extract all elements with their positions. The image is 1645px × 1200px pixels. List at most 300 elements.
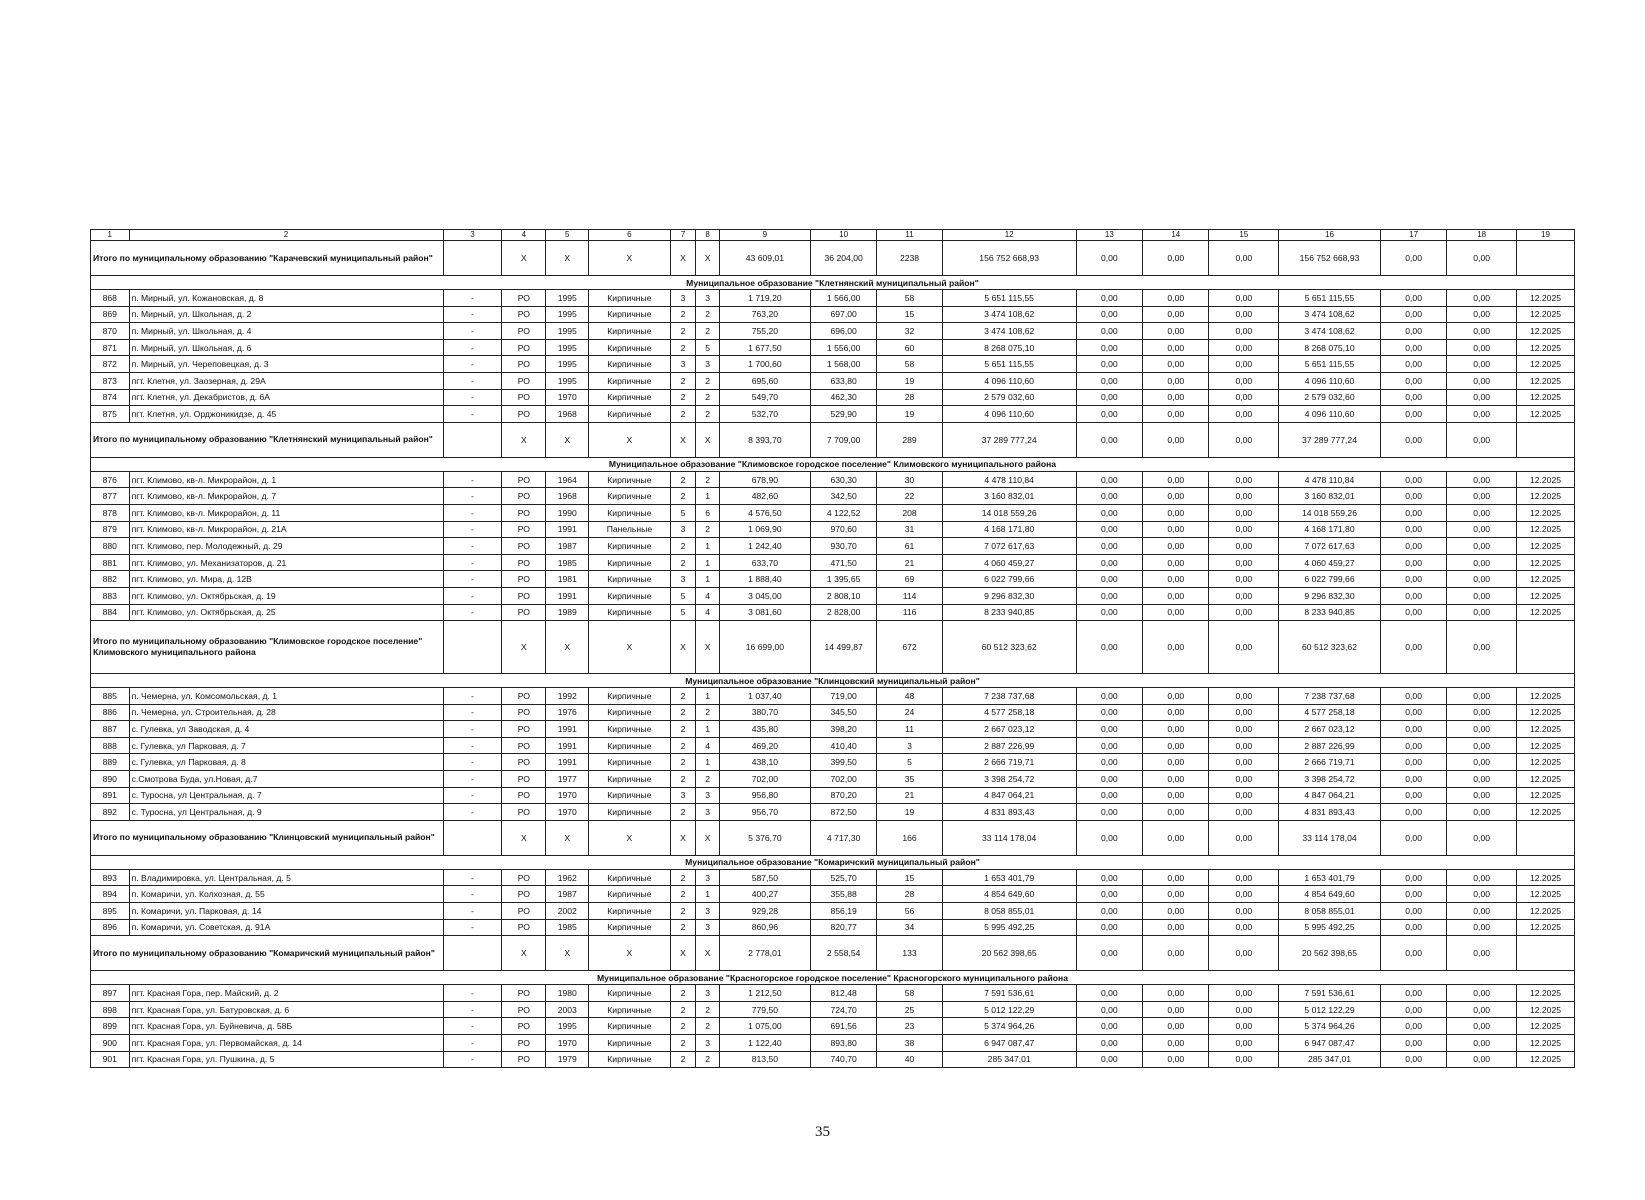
subtotal-cell: X [502,820,546,855]
subtotal-cell: X [696,820,720,855]
table-cell: 0,00 [1209,604,1279,621]
table-cell: 12.2025 [1516,1035,1574,1052]
address-cell: пгт. Красная Гора, пер. Майский, д. 2 [129,985,443,1002]
table-cell: Кирпичные [589,787,670,804]
table-cell: - [443,787,502,804]
table-cell: 355,88 [810,886,876,903]
table-row [91,688,1575,705]
table-cell: 0,00 [1209,869,1279,886]
table-cell: 0,00 [1209,372,1279,389]
table-cell: 9 296 832,30 [942,587,1076,604]
table-cell: 5 [670,504,696,521]
table-cell: 0,00 [1143,721,1209,738]
table-cell: РО [502,1051,546,1068]
address-cell: с. Туросна, ул Центральная, д. 9 [129,804,443,821]
table-cell: 2 [670,771,696,788]
table-cell: 812,48 [810,985,876,1002]
subtotal-cell: X [546,936,589,971]
table-cell: 0,00 [1143,886,1209,903]
table-cell: 2 887 226,99 [942,737,1076,754]
table-cell: 0,00 [1076,306,1142,323]
table-cell: - [443,521,502,538]
table-cell: 894 [91,886,130,903]
table-cell: - [443,869,502,886]
subtotal-cell: 0,00 [1447,936,1517,971]
table-cell: 0,00 [1143,471,1209,488]
table-cell: Кирпичные [589,356,670,373]
table-cell: 5 995 492,25 [1279,919,1381,936]
subtotal-cell [443,621,502,674]
table-cell: 22 [877,488,942,505]
table-cell: 0,00 [1447,1051,1517,1068]
table-cell: Кирпичные [589,471,670,488]
table-cell: 12.2025 [1516,721,1574,738]
table-cell: 0,00 [1076,471,1142,488]
table-cell: Кирпичные [589,869,670,886]
subtotal-cell: 0,00 [1447,422,1517,457]
table-cell: 0,00 [1076,389,1142,406]
column-number: 15 [1209,230,1279,241]
table-cell: 0,00 [1209,771,1279,788]
table-cell: 0,00 [1076,323,1142,340]
subtotal-cell [443,422,502,457]
table-cell: 19 [877,804,942,821]
table-row [91,1035,1575,1052]
table-cell: 2 [696,471,720,488]
table-cell: 0,00 [1076,869,1142,886]
table-row [91,504,1575,521]
housing-register-table [90,229,1575,1068]
column-number: 6 [589,230,670,241]
table-cell: 3 045,00 [719,587,810,604]
table-cell: 1981 [546,571,589,588]
table-cell: 1990 [546,504,589,521]
table-cell: Кирпичные [589,1051,670,1068]
table-cell: 2 [670,1051,696,1068]
address-cell: пгт. Климово, кв-л. Микрорайон, д. 21А [129,521,443,538]
table-cell: 38 [877,1035,942,1052]
table-cell: 2 [696,1018,720,1035]
table-cell: 0,00 [1447,587,1517,604]
address-cell: п. Чемерна, ул. Строительная, д. 28 [129,704,443,721]
address-cell: пгт. Клетня, ул. Заозерная, д. 29А [129,372,443,389]
table-cell: 12.2025 [1516,554,1574,571]
address-cell: пгт. Красная Гора, ул. Первомайская, д. 14 [129,1035,443,1052]
address-cell: п. Мирный, ул. Череповецкая, д. 3 [129,356,443,373]
table-cell: 0,00 [1076,771,1142,788]
subtotal-cell: 166 [877,820,942,855]
subtotal-cell: 5 376,70 [719,820,810,855]
table-cell: 2 [670,323,696,340]
table-cell: 0,00 [1076,985,1142,1002]
table-cell: Кирпичные [589,339,670,356]
table-cell: 12.2025 [1516,372,1574,389]
table-cell: 12.2025 [1516,869,1574,886]
table-cell: 6 022 799,66 [1279,571,1381,588]
table-cell: 4 577 258,18 [942,704,1076,721]
table-cell: 0,00 [1076,886,1142,903]
table-cell: 691,56 [810,1018,876,1035]
table-cell: 633,80 [810,372,876,389]
table-cell: Кирпичные [589,771,670,788]
column-number: 1 [91,230,130,241]
table-cell: 0,00 [1076,406,1142,423]
table-cell: 4 096 110,60 [1279,406,1381,423]
table-cell: 702,00 [719,771,810,788]
table-cell: 779,50 [719,1001,810,1018]
table-cell: 12.2025 [1516,886,1574,903]
table-cell: 1 [696,721,720,738]
table-cell: 0,00 [1076,290,1142,307]
table-cell: 2003 [546,1001,589,1018]
table-cell: 1 242,40 [719,538,810,555]
subtotal-cell: 289 [877,422,942,457]
table-cell: 12.2025 [1516,1018,1574,1035]
table-cell: - [443,886,502,903]
table-cell: 1980 [546,985,589,1002]
subtotal-cell [1516,936,1574,971]
address-cell: пгт. Красная Гора, ул. Пушкина, д. 5 [129,1051,443,1068]
table-row [91,754,1575,771]
table-cell: 15 [877,869,942,886]
subtotal-label: Итого по муниципальному образованию "Комаричский муниципальный район" [91,936,444,971]
table-cell: 870 [91,323,130,340]
table-cell: 3 160 832,01 [942,488,1076,505]
subtotal-cell: 0,00 [1447,621,1517,674]
address-cell: пгт. Клетня, ул. Декабристов, д. 6А [129,389,443,406]
table-cell: 896 [91,919,130,936]
table-cell: 438,10 [719,754,810,771]
table-cell: 2 [696,406,720,423]
table-cell: 12.2025 [1516,1051,1574,1068]
table-cell: 31 [877,521,942,538]
table-cell: 0,00 [1447,985,1517,1002]
table-cell: 48 [877,688,942,705]
table-cell: 4 060 459,27 [942,554,1076,571]
table-cell: 6 [696,504,720,521]
table-cell: 2 [670,389,696,406]
table-cell: 869 [91,306,130,323]
table-cell: 2002 [546,903,589,920]
table-cell: РО [502,587,546,604]
table-cell: 5 995 492,25 [942,919,1076,936]
table-cell: 12.2025 [1516,571,1574,588]
table-cell: 2 [670,1018,696,1035]
table-cell: 1 653 401,79 [942,869,1076,886]
table-cell: 1 395,65 [810,571,876,588]
table-cell: 820,77 [810,919,876,936]
table-cell: - [443,1018,502,1035]
table-cell: РО [502,886,546,903]
table-cell: 482,60 [719,488,810,505]
table-cell: 1995 [546,372,589,389]
table-cell: 0,00 [1447,488,1517,505]
table-cell: Кирпичные [589,903,670,920]
table-cell: 58 [877,356,942,373]
table-cell: 114 [877,587,942,604]
table-cell: 891 [91,787,130,804]
table-cell: - [443,323,502,340]
address-cell: с. Гулевка, ул Парковая, д. 7 [129,737,443,754]
table-cell: 630,30 [810,471,876,488]
table-cell: 2 [670,306,696,323]
table-cell: 4 847 064,21 [942,787,1076,804]
table-cell: 5 651 115,55 [1279,356,1381,373]
table-cell: 897 [91,985,130,1002]
address-cell: п. Мирный, ул. Кожановская, д. 8 [129,290,443,307]
table-cell: 400,27 [719,886,810,903]
table-cell: 0,00 [1209,1035,1279,1052]
table-cell: 0,00 [1380,1018,1446,1035]
table-row [91,587,1575,604]
table-cell: 435,80 [719,721,810,738]
subtotal-label: Итого по муниципальному образованию "Клинцовский муниципальный район" [91,820,444,855]
table-cell: 462,30 [810,389,876,406]
table-cell: 0,00 [1447,406,1517,423]
table-cell: 3 [670,787,696,804]
table-cell: 30 [877,471,942,488]
table-cell: 0,00 [1076,804,1142,821]
subtotal-cell: X [502,936,546,971]
table-cell: 0,00 [1380,554,1446,571]
address-cell: с.Смотрова Буда, ул.Новая, д.7 [129,771,443,788]
subtotal-cell: X [696,241,720,276]
table-cell: 0,00 [1380,737,1446,754]
table-cell: 9 296 832,30 [1279,587,1381,604]
table-cell: 4 122,52 [810,504,876,521]
table-cell: 0,00 [1076,1035,1142,1052]
table-cell: 0,00 [1209,985,1279,1002]
table-cell: 12.2025 [1516,290,1574,307]
table-cell: 2 579 032,60 [1279,389,1381,406]
table-cell: - [443,1051,502,1068]
table-cell: РО [502,721,546,738]
table-cell: 870,20 [810,787,876,804]
table-cell: РО [502,919,546,936]
table-cell: 883 [91,587,130,604]
table-cell: 3 [670,356,696,373]
table-cell: 901 [91,1051,130,1068]
table-cell: 1991 [546,521,589,538]
table-cell: 872,50 [810,804,876,821]
table-cell: 3 474 108,62 [1279,323,1381,340]
table-cell: 587,50 [719,869,810,886]
table-cell: 35 [877,771,942,788]
table-cell: 12.2025 [1516,704,1574,721]
table-cell: 25 [877,1001,942,1018]
table-cell: 2 [696,306,720,323]
subtotal-cell: X [546,621,589,674]
table-cell: 12.2025 [1516,521,1574,538]
table-cell: Кирпичные [589,886,670,903]
table-cell: 0,00 [1380,356,1446,373]
table-cell: 4 478 110,84 [942,471,1076,488]
subtotal-cell: 16 699,00 [719,621,810,674]
table-cell: РО [502,688,546,705]
table-cell: 1995 [546,356,589,373]
table-cell: - [443,339,502,356]
table-cell: 12.2025 [1516,406,1574,423]
table-cell: 0,00 [1143,587,1209,604]
table-cell: 0,00 [1380,754,1446,771]
table-cell: - [443,389,502,406]
table-cell: 2 [670,919,696,936]
table-cell: РО [502,323,546,340]
table-cell: 1976 [546,704,589,721]
table-cell: Кирпичные [589,389,670,406]
address-cell: пгт. Красная Гора, ул. Буйневича, д. 58Б [129,1018,443,1035]
table-cell: 2 666 719,71 [1279,754,1381,771]
subtotal-cell: X [670,422,696,457]
table-cell: 0,00 [1447,721,1517,738]
section-header-row [91,674,1575,688]
address-cell: п. Чемерна, ул. Комсомольская, д. 1 [129,688,443,705]
subtotal-cell: X [546,422,589,457]
table-cell: 860,96 [719,919,810,936]
table-cell: 1968 [546,488,589,505]
table-cell: 11 [877,721,942,738]
table-cell: - [443,406,502,423]
table-cell: 7 591 536,61 [942,985,1076,1002]
table-cell: - [443,290,502,307]
table-cell: Кирпичные [589,604,670,621]
table-cell: 1 888,40 [719,571,810,588]
table-cell: 5 012 122,29 [942,1001,1076,1018]
table-cell: 898 [91,1001,130,1018]
table-cell: 28 [877,389,942,406]
table-cell: 23 [877,1018,942,1035]
table-cell: 1 [696,488,720,505]
table-cell: 2 [670,554,696,571]
table-cell: 0,00 [1380,488,1446,505]
table-cell: 0,00 [1209,306,1279,323]
address-cell: пгт. Климово, ул. Октябрьская, д. 25 [129,604,443,621]
table-cell: 0,00 [1143,787,1209,804]
column-number: 8 [696,230,720,241]
table-cell: 0,00 [1076,604,1142,621]
table-row [91,886,1575,903]
table-cell: 880 [91,538,130,555]
subtotal-cell: X [589,936,670,971]
table-row [91,903,1575,920]
table-cell: 1968 [546,406,589,423]
table-cell: 2 [696,1051,720,1068]
table-cell: - [443,985,502,1002]
table-cell: 2 [670,1035,696,1052]
table-cell: 0,00 [1380,1051,1446,1068]
subtotal-cell [443,241,502,276]
table-cell: 2 [670,688,696,705]
table-cell: РО [502,339,546,356]
table-cell: Кирпичные [589,290,670,307]
table-cell: 702,00 [810,771,876,788]
column-number: 12 [942,230,1076,241]
table-cell: 856,19 [810,903,876,920]
table-cell: 0,00 [1076,521,1142,538]
table-cell: 4 854 649,60 [942,886,1076,903]
table-cell: 0,00 [1380,704,1446,721]
table-cell: 2 667 023,12 [942,721,1076,738]
section-title: Муниципальное образование "Клетнянский муниципальный район" [91,276,1575,290]
table-cell: 895 [91,903,130,920]
subtotal-cell: 7 709,00 [810,422,876,457]
table-cell: 7 238 737,68 [1279,688,1381,705]
table-row [91,804,1575,821]
table-cell: 471,50 [810,554,876,571]
subtotal-cell: 20 562 398,65 [1279,936,1381,971]
subtotal-cell: 0,00 [1380,621,1446,674]
table-cell: 116 [877,604,942,621]
table-cell: 342,50 [810,488,876,505]
table-cell: 0,00 [1143,488,1209,505]
table-cell: Кирпичные [589,323,670,340]
table-cell: 0,00 [1209,554,1279,571]
table-cell: 1977 [546,771,589,788]
table-row [91,919,1575,936]
table-row [91,771,1575,788]
table-cell: 0,00 [1447,1035,1517,1052]
table-cell: 4 576,50 [719,504,810,521]
table-cell: 32 [877,323,942,340]
table-cell: 6 947 087,47 [942,1035,1076,1052]
table-cell: Кирпичные [589,504,670,521]
table-cell: 15 [877,306,942,323]
table-row [91,704,1575,721]
table-cell: 4 [696,604,720,621]
table-cell: 0,00 [1076,754,1142,771]
table-cell: 12.2025 [1516,919,1574,936]
table-cell: 0,00 [1380,804,1446,821]
subtotal-cell [1516,621,1574,674]
table-cell: 1995 [546,306,589,323]
address-cell: с. Туросна, ул Центральная, д. 7 [129,787,443,804]
table-row [91,737,1575,754]
table-cell: 884 [91,604,130,621]
table-cell: 0,00 [1447,339,1517,356]
table-cell: РО [502,406,546,423]
table-cell: 956,80 [719,787,810,804]
table-cell: - [443,604,502,621]
column-number: 9 [719,230,810,241]
table-cell: РО [502,538,546,555]
table-cell: 5 [670,604,696,621]
table-cell: 1 [696,688,720,705]
table-cell: 0,00 [1447,787,1517,804]
subtotal-cell: 156 752 668,93 [1279,241,1381,276]
table-body [91,230,1575,1068]
table-cell: 0,00 [1143,389,1209,406]
table-cell: РО [502,737,546,754]
table-cell: 399,50 [810,754,876,771]
table-cell: 2 [696,323,720,340]
table-cell: 0,00 [1447,771,1517,788]
table-cell: 0,00 [1209,721,1279,738]
subtotal-cell: 0,00 [1076,422,1142,457]
table-cell: 12.2025 [1516,1001,1574,1018]
table-cell: 2 [670,339,696,356]
table-cell: 40 [877,1051,942,1068]
table-cell: 0,00 [1380,323,1446,340]
table-cell: 0,00 [1447,471,1517,488]
table-cell: 14 018 559,26 [942,504,1076,521]
table-row [91,306,1575,323]
subtotal-cell: 2 778,01 [719,936,810,971]
subtotal-label: Итого по муниципальному образованию "Климовское городское поселение" Климовского муниципального района [91,621,444,674]
table-cell: 0,00 [1209,737,1279,754]
table-cell: 7 591 536,61 [1279,985,1381,1002]
table-cell: 285 347,01 [1279,1051,1381,1068]
table-cell: 0,00 [1076,504,1142,521]
